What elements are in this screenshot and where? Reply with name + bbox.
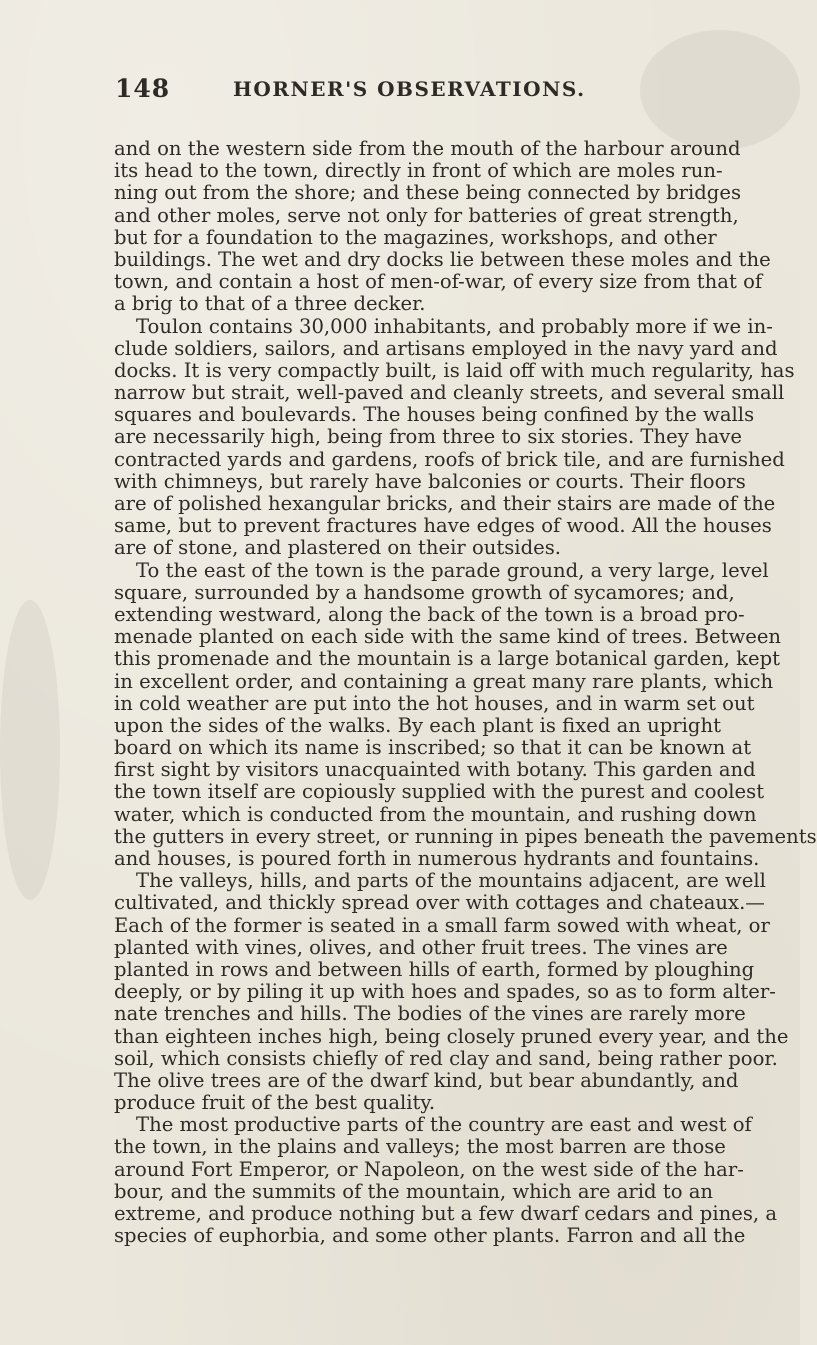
paragraph (114, 558, 817, 871)
text-line: ning out from the shore; and these being connected by bridges (114, 181, 741, 205)
text-line: planted with vines, olives, and other fruit trees. The vines are (114, 935, 728, 959)
text-line: water, which is conducted from the mountain, and rushing down (114, 802, 757, 826)
page-number: 148 (115, 74, 171, 103)
text-line: docks. It is very compactly built, is laid off with much regularity, has (114, 358, 795, 382)
text-line: board on which its name is inscribed; so that it can be known at (114, 736, 752, 760)
text-line: are necessarily high, being from three to six stories. They have (114, 425, 742, 449)
text-line: The most productive parts of the country are east and west of (136, 1113, 752, 1137)
text-line: extreme, and produce nothing but a few dwarf cedars and pines, a (114, 1202, 778, 1225)
text-line: squares and boulevards. The houses being confined by the walls (114, 403, 755, 427)
text-line: but for a foundation to the magazines, workshops, and other (114, 225, 717, 249)
text-line: in cold weather are put into the hot houses, and in warm set out (114, 691, 755, 715)
text-line: species of euphorbia, and some other plants. Farron and all the (114, 1224, 746, 1248)
text-line: and houses, is poured forth in numerous hydrants and fountains. (114, 847, 760, 870)
body-text (114, 137, 817, 1248)
text-line: bour, and the summits of the mountain, which are arid to an (114, 1179, 714, 1203)
text-line: nate trenches and hills. The bodies of the vines are rarely more (114, 1002, 746, 1026)
text-line: and on the western side from the mouth of the harbour around (114, 137, 741, 160)
paragraph (114, 869, 789, 1115)
text-line: this promenade and the mountain is a large botanical garden, kept (114, 647, 781, 671)
text-line: the town itself are copiously supplied with the purest and coolest (114, 780, 765, 804)
text-line: the gutters in every street, or running in pipes beneath the pavements (114, 824, 817, 848)
paragraph (114, 314, 795, 560)
text-line: clude soldiers, sailors, and artisans employed in the navy yard and (114, 336, 778, 360)
text-line: in excellent order, and containing a great many rare plants, which (114, 669, 774, 693)
text-line: planted in rows and between hills of earth, formed by ploughing (114, 957, 755, 981)
text-line: are of polished hexangular bricks, and their stairs are made of the (114, 492, 776, 515)
text-line: first sight by visitors unacquainted with botany. This garden and (114, 758, 756, 782)
page-header (115, 74, 705, 114)
text-line: buildings. The wet and dry docks lie between these moles and the (114, 247, 771, 271)
text-line: the town, in the plains and valleys; the most barren are those (114, 1135, 726, 1159)
paragraph (114, 137, 771, 316)
text-line: Toulon contains 30,000 inhabitants, and probably more if we in- (136, 314, 773, 338)
text-line: narrow but strait, well-paved and cleanly streets, and several small (114, 381, 785, 405)
text-line: extending westward, along the back of the town is a broad pro- (114, 602, 745, 626)
text-line: square, surrounded by a handsome growth of sycamores; and, (114, 580, 735, 604)
text-line: menade planted on each side with the same kind of trees. Between (114, 625, 782, 649)
text-line: upon the sides of the walks. By each plant is fixed an upright (114, 713, 721, 737)
text-line: town, and contain a host of men-of-war, of every size from that of (114, 270, 763, 294)
text-line: than eighteen inches high, being closely pruned every year, and the (114, 1024, 789, 1048)
paragraph (114, 1113, 778, 1248)
text-line: The valleys, hills, and parts of the mountains adjacent, are well (136, 869, 766, 893)
text-line: around Fort Emperor, or Napoleon, on the west side of the har- (114, 1157, 744, 1181)
text-line: its head to the town, directly in front of which are moles run- (114, 159, 723, 183)
text-line: are of stone, and plastered on their outsides. (114, 536, 561, 560)
text-line: deeply, or by piling it up with hoes and spades, so as to form alter- (114, 980, 776, 1004)
text-line: contracted yards and gardens, roofs of brick tile, and are furnished (114, 447, 785, 471)
text-line: a brig to that of a three decker. (114, 292, 426, 316)
text-line: same, but to prevent fractures have edges of wood. All the houses (114, 514, 772, 538)
text-line: soil, which consists chiefly of red clay and sand, being rather poor. (114, 1046, 778, 1070)
text-line: with chimneys, but rarely have balconies or courts. Their floors (114, 469, 746, 493)
text-line: and other moles, serve not only for batteries of great strength, (114, 203, 739, 227)
paper-stain (0, 600, 60, 900)
text-line: Each of the former is seated in a small farm sowed with wheat, or (114, 913, 770, 937)
text-line: The olive trees are of the dwarf kind, but bear abundantly, and (114, 1068, 739, 1092)
running-head: HORNER'S OBSERVATIONS. (233, 77, 586, 101)
text-line: produce fruit of the best quality. (114, 1091, 436, 1115)
text-line: cultivated, and thickly spread over with cottages and chateaux.— (114, 891, 765, 915)
text-line: To the east of the town is the parade ground, a very large, level (136, 558, 769, 582)
